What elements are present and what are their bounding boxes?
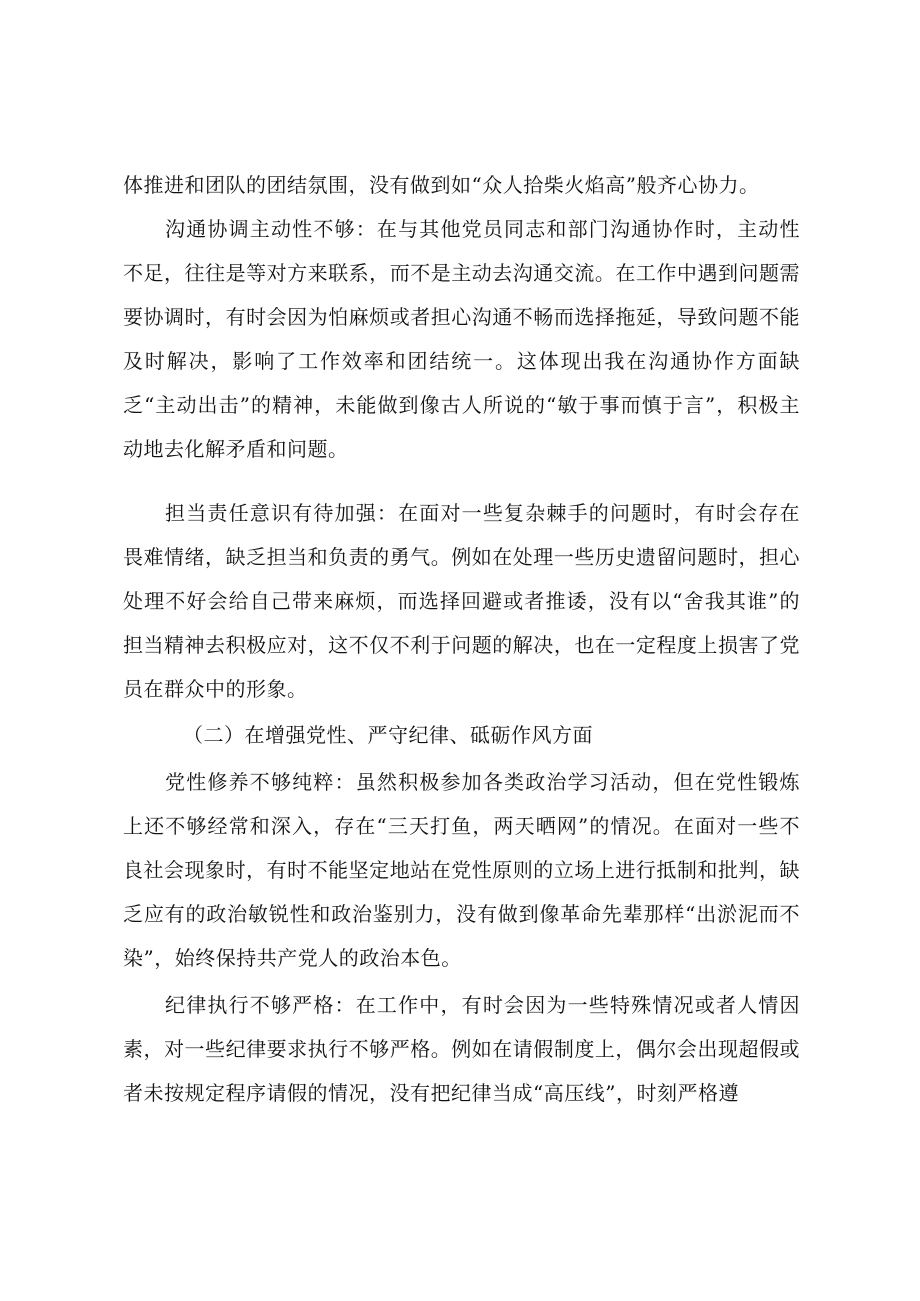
paragraph-responsibility: 担当责任意识有待加强：在面对一些复杂棘手的问题时，有时会存在畏难情绪，缺乏担当和负责的勇气。例如在处理一些历史遗留问题时，担心处理不好会给自己带来麻烦，而选择回避或者推诿，没有以“舍我其谁”的担当精神去积极应对，这不仅不利于问题的解决，也在一定程度上损害了党员在群众中的形象。 — [123, 501, 800, 701]
paragraph-discipline: 纪律执行不够严格：在工作中，有时会因为一些特殊情况或者人情因素，对一些纪律要求执行不够严格。例如在请假制度上，偶尔会出现超假或者未按规定程序请假的情况，没有把纪律当成“高压线”，时刻严格遵 — [123, 993, 800, 1105]
paragraph-continuation: 体推进和团队的团结氛围，没有做到如“众人拾柴火焰高”般齐心协力。 — [123, 173, 760, 197]
paragraph-party-spirit: 党性修养不够纯粹：虽然积极参加各类政治学习活动，但在党性锻炼上还不够经常和深入，存在“三天打鱼，两天晒网”的情况。在面对一些不良社会现象时，有时不能坚定地站在党性原则的立场上进行抵制和批判，缺乏应有的政治敏锐性和政治鉴别力，没有做到像革命先辈那样“出淤泥而不染”，始终保持共产党人的政治本色。 — [123, 770, 800, 970]
section-heading: （二）在增强党性、严守纪律、砥砺作风方面 — [183, 723, 593, 747]
paragraph-communication: 沟通协调主动性不够：在与其他党员同志和部门沟通协作时，主动性不足，往往是等对方来联系，而不是主动去沟通交流。在工作中遇到问题需要协调时，有时会因为怕麻烦或者担心沟通不畅而选择拖延，导致问题不能及时解决，影响了工作效率和团结统一。这体现出我在沟通协作方面缺乏“主动出击”的精神，未能做到像古人所说的“敏于事而慎于言”，积极主动地去化解矛盾和问题。 — [123, 217, 800, 461]
